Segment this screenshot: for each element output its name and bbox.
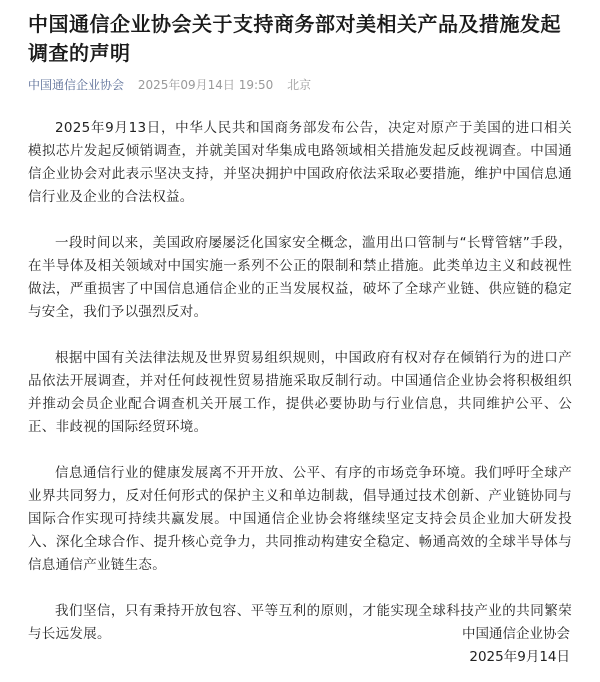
paragraph: 根据中国有关法律法规及世界贸易组织规则，中国政府有权对存在倾销行为的进口产品依法开展调查，并对任何歧视性贸易措施采取反制行动。中国通信企业协会将积极组织并推动会员企业配合调查机关开展工作，提供必要协助与行业信息，共同维护公平、公正、非歧视的国际经贸环境。 <box>28 350 572 435</box>
article-body <box>28 117 572 646</box>
paragraph: 信息通信行业的健康发展离不开开放、公平、有序的市场竞争环境。我们呼吁全球产业界共同努力，反对任何形式的保护主义和单边制裁，倡导通过技术创新、产业链协同与国际合作实现可持续共赢发展。中国通信企业协会将继续坚定支持会员企业加大研发投入、深化全球合作、提升核心竞争力，共同推动构建安全稳定、畅通高效的全球半导体与信息通信产业链生态。 <box>28 465 572 573</box>
paragraph: 我们坚信，只有秉持开放包容、平等互利的原则，才能实现全球科技产业的共同繁荣与长远发展。 <box>28 603 572 642</box>
signature <box>462 623 570 669</box>
article-meta <box>28 77 572 93</box>
signature-date: 2025年9月14日 <box>469 649 570 665</box>
signature-org: 中国通信企业协会 <box>462 626 570 642</box>
source-link[interactable]: 中国通信企业协会 <box>28 78 125 92</box>
paragraph: 2025年9月13日，中华人民共和国商务部发布公告，决定对原产于美国的进口相关模拟芯片发起反倾销调查，并就美国对华集成电路领域相关措施发起反歧视调查。中国通信企业协会对此表示坚决支持，并坚决拥护中国政府依法采取必要措施，维护中国信息通信行业及企业的合法权益。 <box>28 120 572 205</box>
paragraph: 一段时间以来，美国政府屡屡泛化国家安全概念，滥用出口管制与“长臂管辖”手段，在半导体及相关领域对中国实施一系列不公正的限制和禁止措施。此类单边主义和歧视性做法，严重损害了中国信息通信企业的正当发展权益，破坏了全球产业链、供应链的稳定与安全，我们予以强烈反对。 <box>28 235 572 320</box>
article-title: 中国通信企业协会关于支持商务部对美相关产品及措施发起调查的声明 <box>28 12 561 65</box>
publish-location: 北京 <box>287 78 312 92</box>
publish-time: 2025年09月14日 19:50 <box>137 78 274 92</box>
